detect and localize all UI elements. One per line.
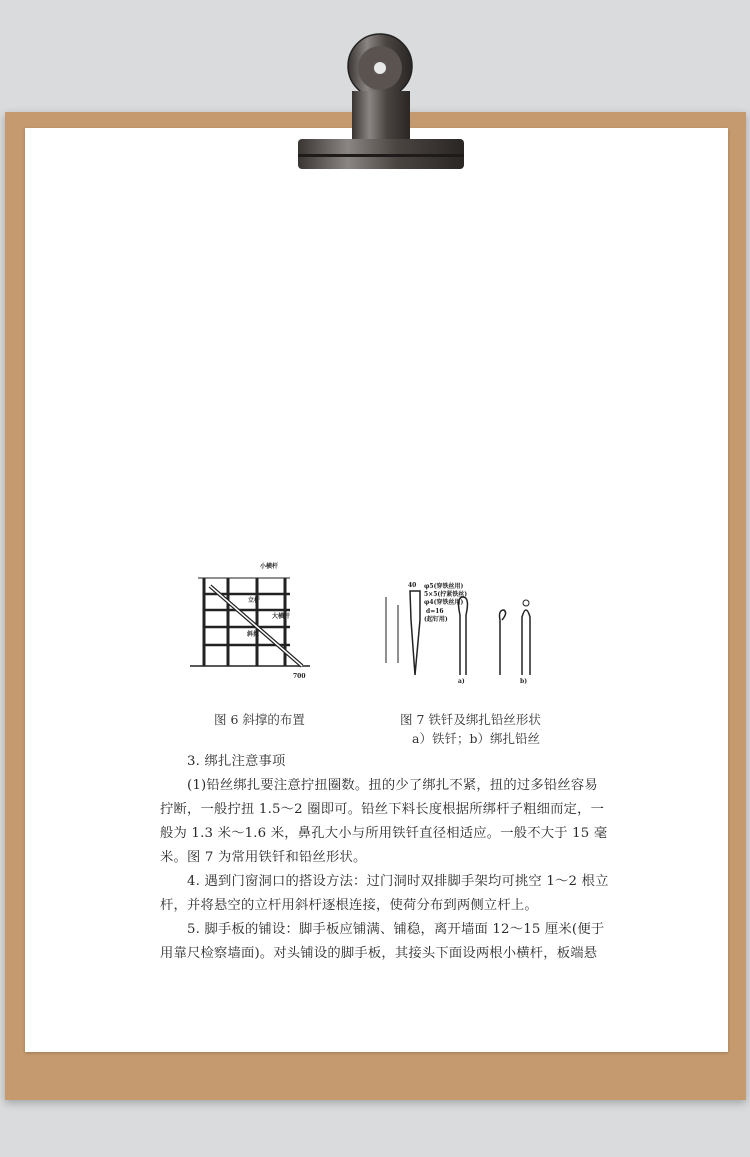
paragraph-line: 杆，并将悬空的立杆用斜杆逐根连接，使荷分布到两侧立杆上。 [160,898,538,913]
paragraph-line: 米。图 7 为常用铁钎和铅丝形状。 [160,850,367,865]
label-nail-pulling: (起钉用) [424,616,448,623]
paper-sheet [25,128,728,1052]
paragraph-line: 般为 1.3 米～1.6 米，鼻孔大小与所用铁钎直径相适应。一般不大于 15 毫 [160,826,608,841]
figure-7-diagram [380,575,550,685]
figure-7-subcaption: a）铁钎；b）绑扎铅丝 [412,731,540,746]
label-phi5: φ5(穿铁丝用) [424,583,464,590]
label-40: 40 [408,582,417,589]
label-b: b) [520,678,528,685]
label-small-crossbar: 小横杆 [260,563,279,570]
section-heading: 3. 绑扎注意事项 [187,754,286,769]
paragraph-line: 用靠尺检察墙面)。对头铺设的脚手板，其接头下面设两根小横杆，板端悬 [160,946,598,961]
figure-6-diagram [190,556,310,686]
paragraph-line: 5. 脚手板的铺设：脚手板应铺满、铺稳，离开墙面 12～15 厘米(便于 [187,922,605,937]
figure-7-caption: 图 7 铁钎及绑扎铅丝形状 [400,712,541,727]
paragraph-line: 拧断，一般拧扭 1.5～2 圈即可。铅丝下料长度根据所绑杆子粗细而定，一 [160,802,605,817]
figure-6-caption: 图 6 斜撑的布置 [214,712,305,727]
binder-clip-icon [296,26,466,171]
label-5x5: 5×5(拧紧铁丝) [424,591,468,598]
label-dimension: 700 [293,673,306,680]
label-phi4: φ4(穿铁丝用) [424,599,464,606]
label-brace: 斜撑 [247,631,260,638]
label-upright: 立杆 [248,597,261,604]
label-a: a) [458,678,465,685]
paragraph-line: 4. 遇到门窗洞口的搭设方法：过门洞时双排脚手架均可挑空 1～2 根立 [187,874,609,889]
label-large-crossbar: 大横杆 [272,613,291,620]
label-d16: d=16 [426,608,444,615]
paragraph-line: (1)铅丝绑扎要注意拧扭圈数。扭的少了绑扎不紧，扭的过多铅丝容易 [187,778,598,793]
